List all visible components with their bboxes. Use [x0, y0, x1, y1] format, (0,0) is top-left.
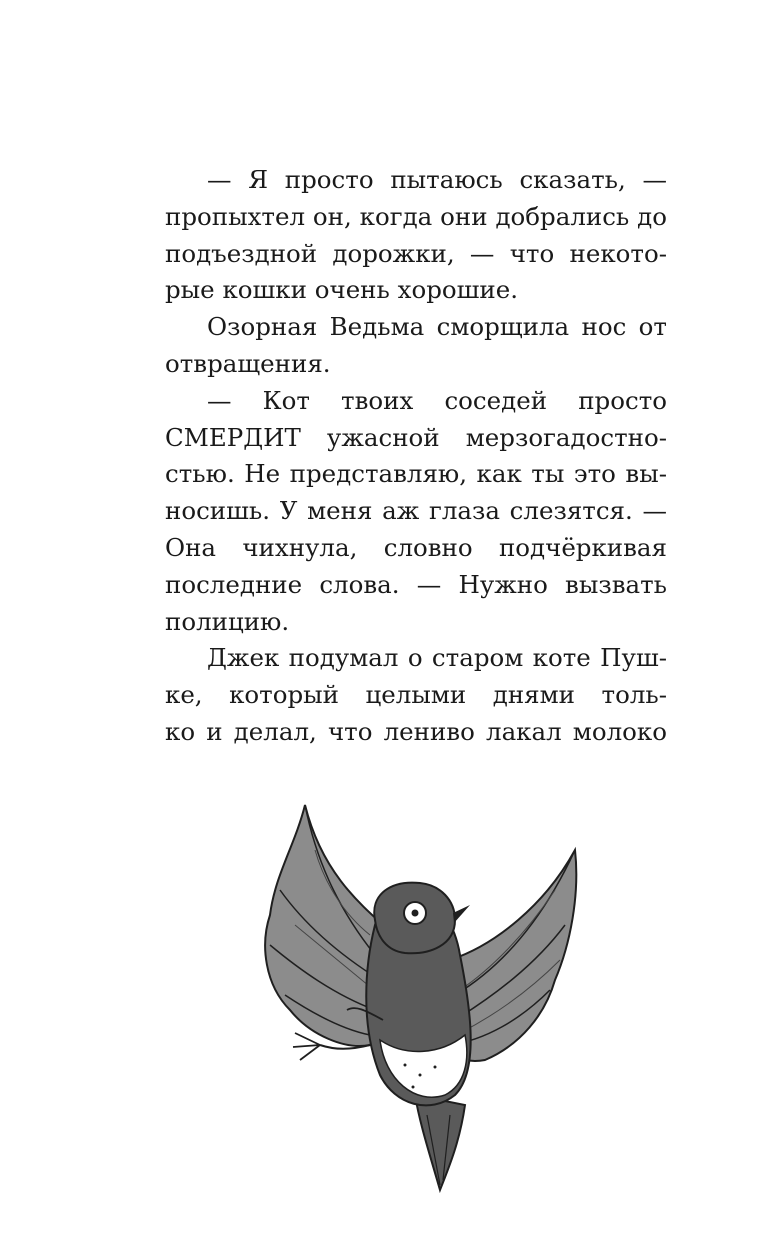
paragraph-2 — [165, 309, 667, 383]
tail — [415, 1095, 465, 1190]
paragraph-4 — [165, 640, 667, 750]
text-line: ке, который целыми днями толь- — [165, 680, 667, 710]
text-line: подъездной дорожки, — что некото- — [165, 238, 667, 268]
text-line: — Я просто пытаюсь сказать, — — [207, 165, 667, 194]
text-line: носишь. У меня аж глаза слезятся. — — [165, 496, 667, 526]
paragraph-3 — [165, 383, 667, 641]
body-text — [165, 162, 667, 751]
text-line: рые кошки очень хорошие. — [165, 275, 519, 305]
text-line: ко и делал, что лениво лакал молоко — [165, 716, 667, 746]
text-line: пропыхтел он, когда они добрались до — [165, 201, 667, 231]
paragraph-1 — [165, 162, 667, 309]
text-line: — Кот твоих соседей просто — [207, 385, 667, 415]
text-line: Озорная Ведьма сморщила нос от — [207, 312, 667, 342]
text-line: последние слова. — Нужно вызвать — [165, 569, 667, 599]
text-line: Джек подумал о старом коте Пуш- — [207, 643, 667, 673]
text-line: стью. Не представляю, как ты это вы- — [165, 459, 667, 489]
text-line: Она чихнула, словно подчёркивая — [165, 532, 667, 562]
text-line: полицию. — [165, 606, 290, 636]
bird-illustration-icon — [255, 795, 585, 1195]
text-line: СМЕРДИТ ужасной мерзогадостно- — [165, 422, 667, 452]
text-line: отвращения. — [165, 348, 331, 378]
